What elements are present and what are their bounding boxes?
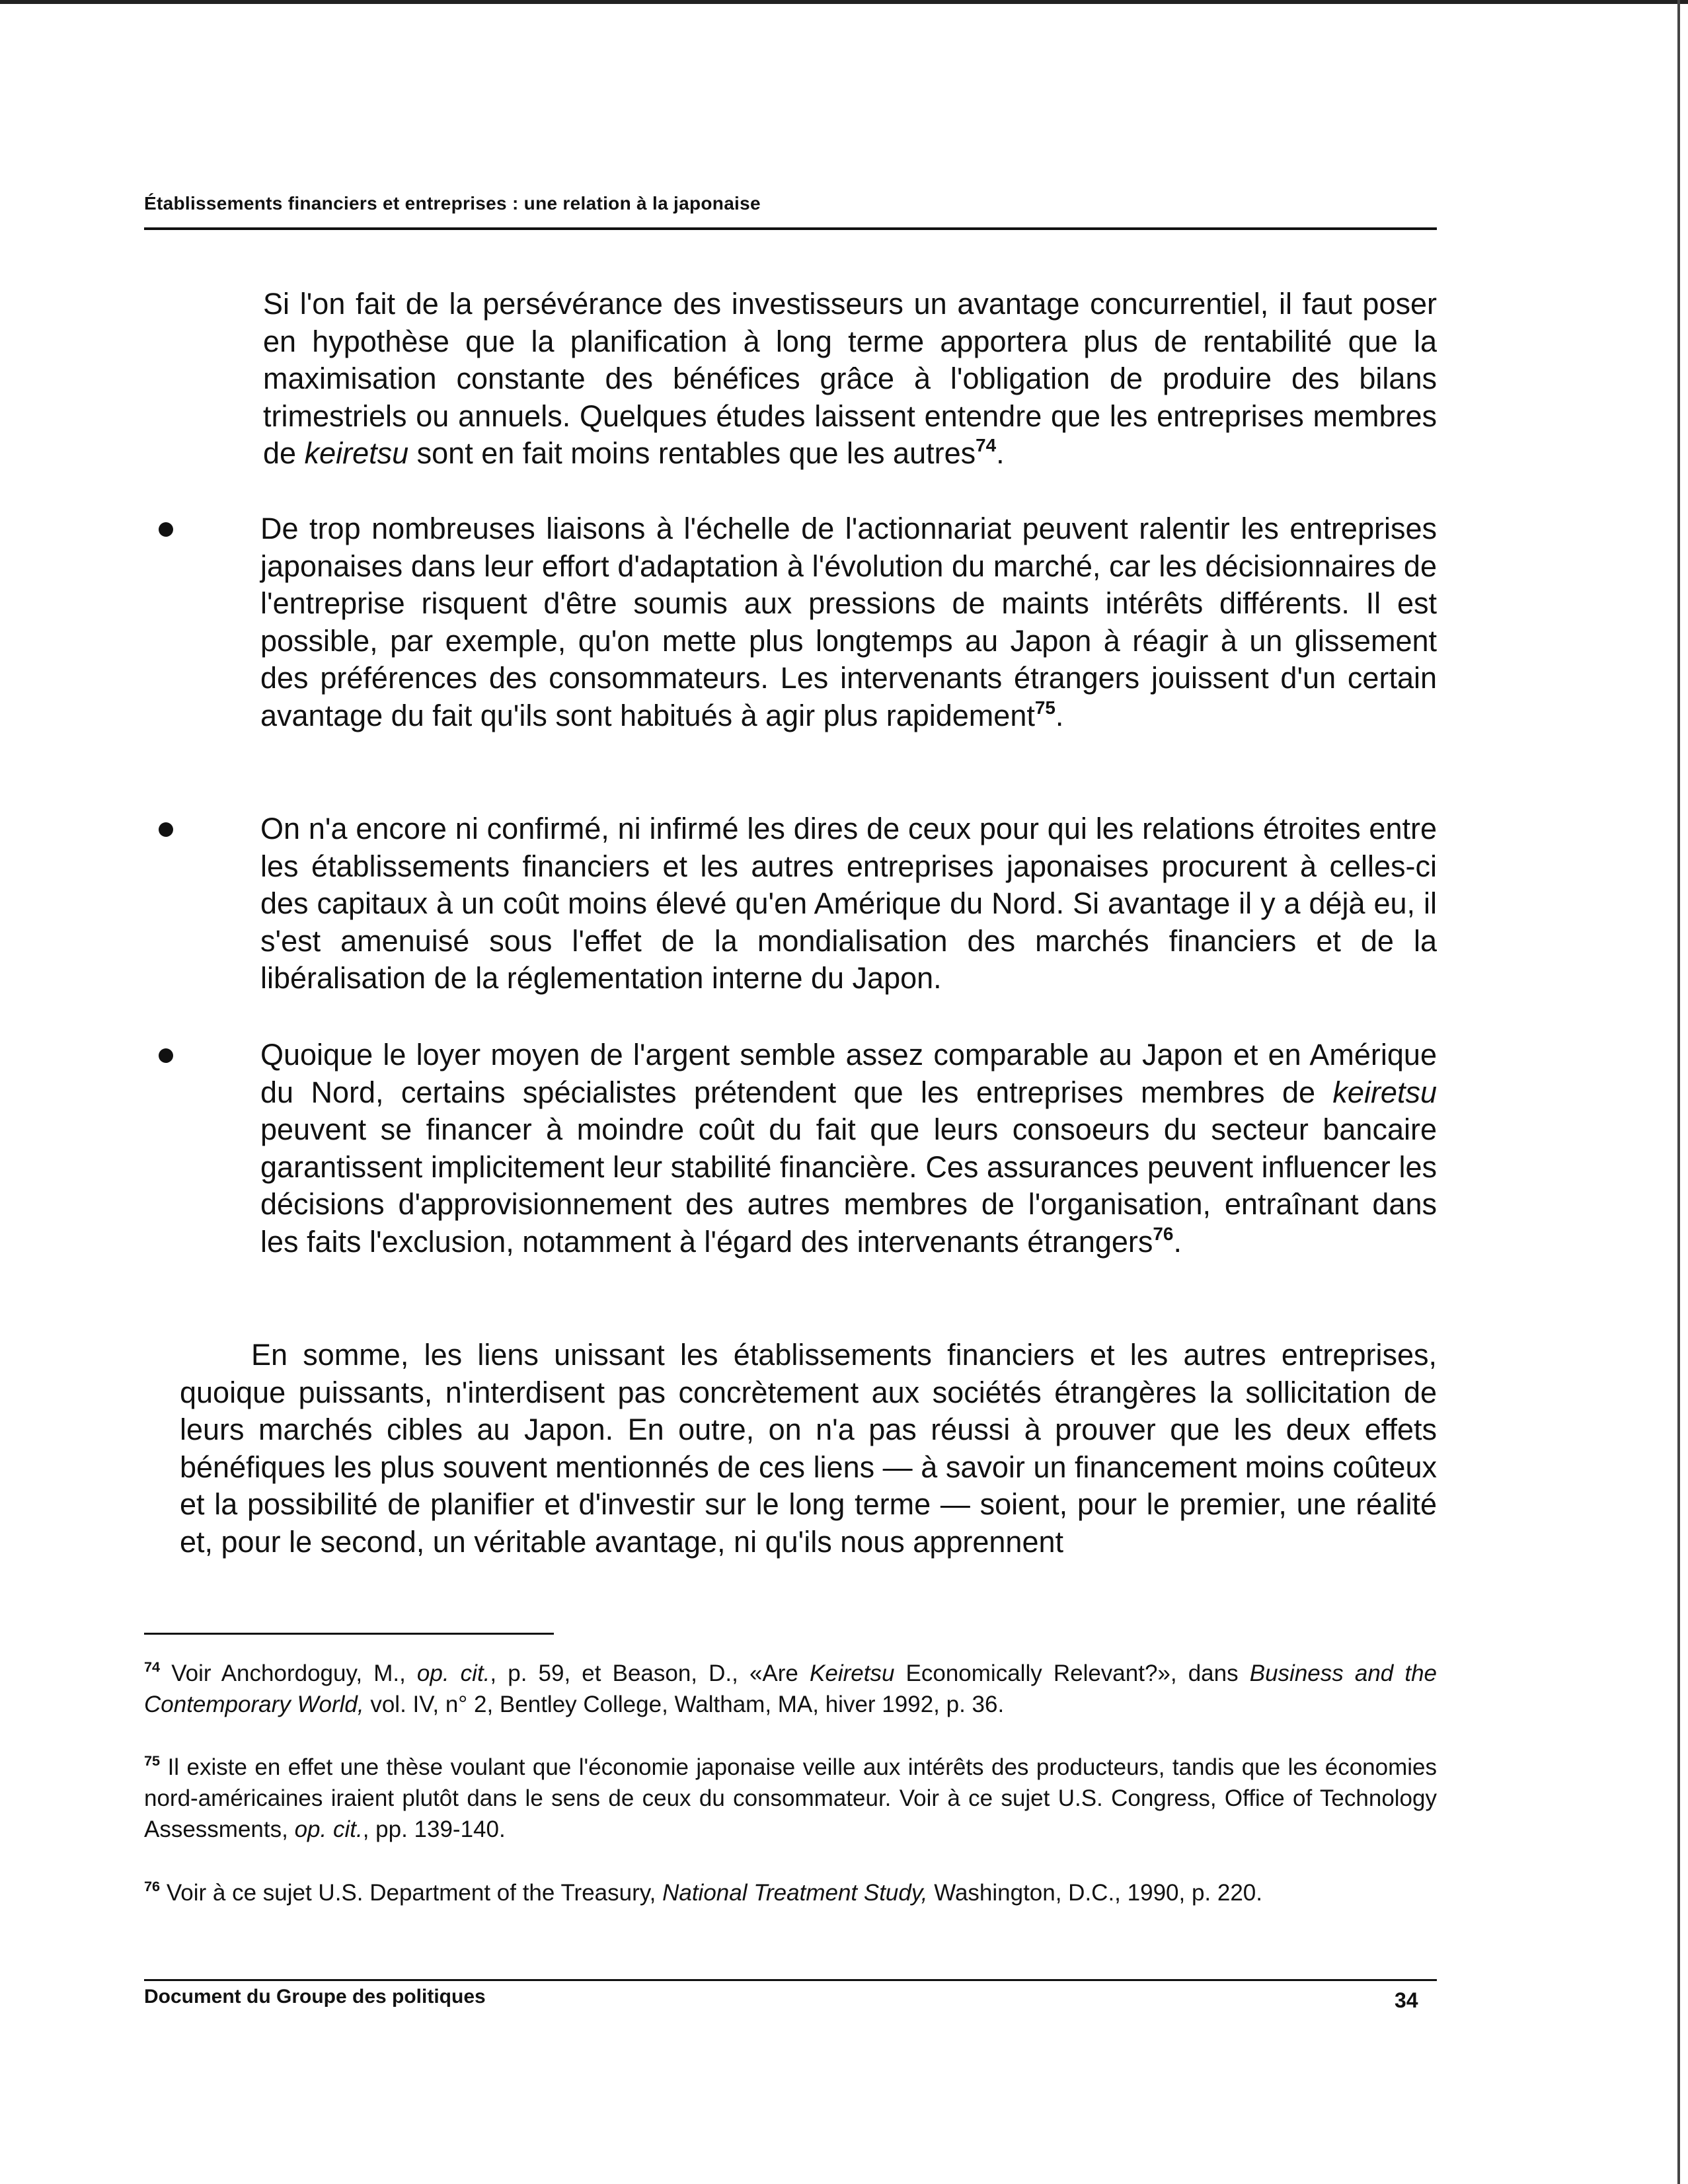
footnote-74 — [144, 1658, 1437, 1720]
paragraph-summary: En somme, les liens unissant les établissements financiers et les autres entreprises, quoique puissants, n'interdisent pas concrètement aux sociétés étrangères la sollicitation de leurs marchés cibles au Japon. En outre, on n'a pas réussi à prouver que les deux effets bénéfiques les plus souvent mentionnés de ces liens — à savoir un financement moins coûteux et la possibilité de planifier et d'investir sur le long terme — soient, pour le premier, une réalité et, pour le second, un véritable avantage, ni qu'ils nous apprennent — [180, 1338, 1437, 1559]
running-header — [144, 193, 1437, 214]
footnote-number: 76 — [144, 1877, 161, 1894]
paragraph-1 — [263, 286, 1437, 473]
footnote-italic: Business and the Contemporary World, — [144, 1660, 1438, 1717]
bullet-1-text: De trop nombreuses liaisons à l'échelle de l'actionnariat peuvent ralentir les entreprises japonaises dans leur effort d'adaptation à l'évolution du marché, car les décisionnaires de l'entreprise risquent d'être soumis aux pressions de maints intérêts différents. Il est possible, par exemple, qu'on mette plus longtemps au Japon à réagir à un glissement des préférences des consommateurs. Les intervenants étrangers jouissent d'un certain avantage du fait qu'ils sont habitués à agir plus rapidement — [260, 512, 1437, 732]
footnote-ref-74[interactable]: 74 — [976, 434, 997, 455]
footnote-76 — [144, 1877, 1437, 1908]
keiretsu-term: keiretsu — [1332, 1075, 1437, 1109]
footnote-italic: op. cit. — [294, 1816, 363, 1842]
paragraph-1-end: . — [996, 436, 1005, 470]
header-title: Établissements financiers et entreprises : une relation à la japonaise — [144, 193, 761, 214]
footnote-separator — [144, 1633, 554, 1635]
scan-edge-right — [1677, 0, 1680, 2184]
footnote-text: vol. IV, n° 2, Bentley College, Waltham, MA, hiver 1992, p. 36. — [364, 1692, 1005, 1717]
bullet-2-text: On n'a encore ni confirmé, ni infirmé les dires de ceux pour qui les relations étroites entre les établissements financiers et les autres entreprises japonaises procurent à celles-ci des capitaux à un coût moins élevé qu'en Amérique du Nord. Si avantage il y a déjà eu, il s'est amenuisé sous l'effet de la mondialisation des marchés financiers et de la libéralisation de la réglementation interne du Japon. — [260, 812, 1437, 995]
footnote-number: 74 — [144, 1658, 161, 1675]
footnote-text: Washington, D.C., 1990, p. 220. — [927, 1880, 1262, 1906]
footnote-text: Voir Anchordoguy, M., — [160, 1660, 417, 1686]
bullet-3-text-cont: peuvent se financer à moindre coût du fait que leurs consoeurs du secteur bancaire garantissent implicitement leur stabilité financière. Ces assurances peuvent influencer les décisions d'approvisionnement des autres membres de l'organisation, entraînant dans les faits l'exclusion, notamment à l'égard des intervenants étrangers — [260, 1112, 1437, 1259]
scan-edge-top — [0, 0, 1688, 4]
bullet-item-1 — [159, 510, 1437, 734]
bullet-icon — [159, 522, 173, 537]
footnote-text: , p. 59, et Beason, D., «Are — [490, 1660, 810, 1686]
bullet-3-text: Quoique le loyer moyen de l'argent semble assez comparable au Japon et en Amérique du Nord, certains spécialistes prétendent que les entreprises membres de — [260, 1038, 1437, 1109]
bullet-item-text — [260, 510, 1437, 734]
footnote-italic: National Treatment Study, — [662, 1880, 928, 1906]
footnote-ref-75[interactable]: 75 — [1034, 697, 1055, 718]
footnote-italic: Keiretsu — [810, 1660, 895, 1686]
paragraph-1-text: Si l'on fait de la persévérance des investisseurs un avantage concurrentiel, il faut poser en hypothèse que la planification à long terme apportera plus de rentabilité que la maximisation constante des bénéfices grâce à l'obligation de produire des bilans trimestriels ou annuels. Quelques études laissent entendre que les entreprises membres de — [263, 287, 1437, 470]
bullet-item-text — [260, 1036, 1437, 1261]
footnote-text: Voir à ce sujet U.S. Department of the Treasury, — [160, 1880, 663, 1906]
bullet-icon — [159, 822, 173, 837]
footnote-75 — [144, 1752, 1437, 1845]
keiretsu-term: keiretsu — [304, 436, 409, 470]
header-rule — [144, 227, 1437, 230]
footnote-text: Il existe en effet une thèse voulant que l'économie japonaise veille aux intérêts des producteurs, tandis que les économies nord-américaines iraient plutôt dans le sens de ceux du consommateur. Voir à ce sujet U.S. Congress, Office of Technology Assessments, — [144, 1754, 1437, 1842]
bullet-item-2 — [159, 810, 1437, 997]
footer-title: Document du Groupe des politiques — [144, 1986, 486, 2008]
bullet-3-end: . — [1173, 1224, 1182, 1259]
footnote-text: , pp. 139-140. — [362, 1816, 506, 1842]
footnote-number: 75 — [144, 1752, 161, 1769]
bullet-item-3 — [159, 1036, 1437, 1261]
footnote-text: Economically Relevant?», dans — [894, 1660, 1250, 1686]
footnote-italic: op. cit. — [416, 1660, 490, 1686]
footer-rule — [144, 1979, 1437, 1981]
page-number: 34 — [1395, 1988, 1418, 2012]
bullet-1-end: . — [1055, 698, 1064, 732]
footnote-ref-76[interactable]: 76 — [1153, 1223, 1174, 1244]
bullet-item-text — [260, 810, 1437, 997]
paragraph-1-text-cont: sont en fait moins rentables que les autres — [408, 436, 976, 470]
bullet-icon — [159, 1048, 173, 1063]
